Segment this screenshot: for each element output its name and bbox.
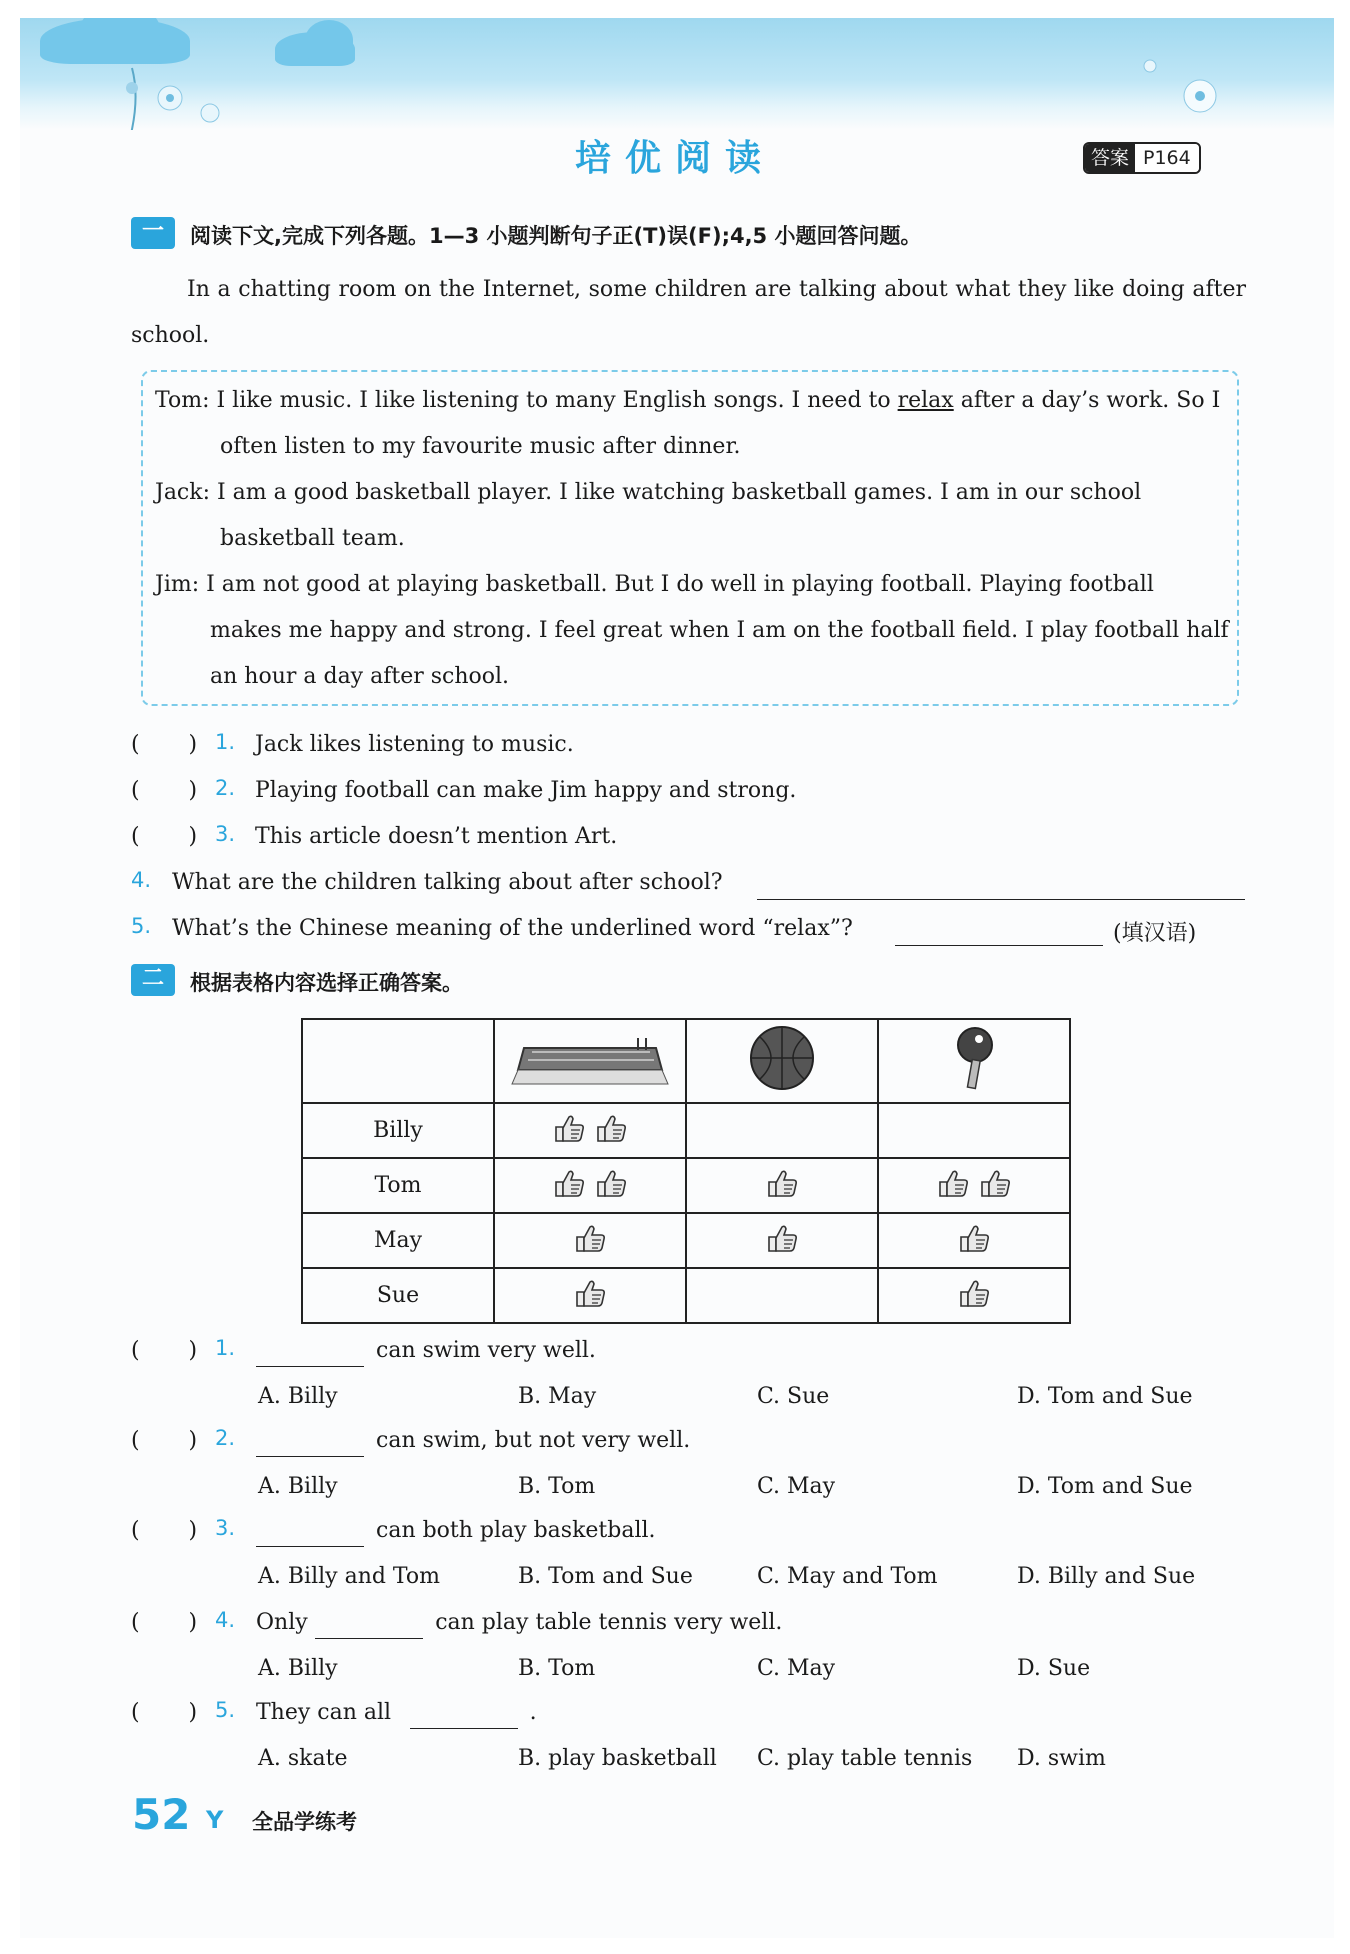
table-tennis-paddle-icon [949,1023,999,1093]
question-text: Jack likes listening to music. [255,732,574,757]
question-text: Playing football can make Jim happy and strong. [255,778,797,803]
dialogue-line: an hour a day after school. [210,664,510,689]
thumbs-up-icon [552,1168,586,1204]
answer-option[interactable]: D. Sue [1017,1656,1091,1681]
answer-blank[interactable] [410,1728,518,1729]
page-number: 52 [132,1790,191,1839]
question-text: What are the children talking about after school? [172,870,723,895]
answer-option[interactable]: D. Billy and Sue [1017,1564,1196,1589]
dialogue-line: basketball team. [220,526,405,551]
rating-cell [686,1213,878,1268]
thumbs-up-icon [978,1168,1012,1204]
question-text: Only [256,1610,308,1635]
question-text: They can all [256,1700,392,1725]
answer-bracket[interactable]: ( ) [131,1610,198,1635]
answer-blank[interactable] [895,945,1103,946]
table-header-cell [494,1019,686,1103]
cloud-decoration [80,18,160,54]
answer-option[interactable]: B. May [518,1384,597,1409]
section-badge: 一 [131,217,175,249]
rating-cell [878,1158,1070,1213]
student-name: Tom [302,1158,494,1213]
thumbs-up-icon [573,1223,607,1259]
answer-option[interactable]: B. Tom and Sue [518,1564,693,1589]
question-text: can swim very well. [376,1338,596,1363]
answer-option[interactable]: C. May [757,1656,836,1681]
thumbs-up-icon [765,1168,799,1204]
dialogue-line: makes me happy and strong. I feel great when I am on the football field. I play football half [210,618,1229,643]
header-banner [20,18,1334,130]
question-number: 1. [215,730,236,754]
answer-option[interactable]: C. May [757,1474,836,1499]
passage-intro: In a chatting room on the Internet, some children are talking about what they like doing after school. [131,277,1246,348]
answer-bracket[interactable]: ( ) [131,1428,198,1453]
answer-blank[interactable] [315,1638,423,1639]
answer-option[interactable]: B. Tom [518,1656,596,1681]
rating-cell [686,1158,878,1213]
answer-page: P164 [1135,144,1199,172]
answer-label: 答案 [1085,144,1135,172]
rating-cell [686,1103,878,1158]
answer-reference-tag [1083,142,1201,174]
question-number: 4. [215,1608,236,1632]
question-number: 2. [215,1426,236,1450]
answer-option[interactable]: B. play basketball [518,1746,717,1771]
flower-icon [110,58,250,130]
table-header-cell [878,1019,1070,1103]
answer-bracket[interactable]: ( ) [131,1338,198,1363]
cloud-decoration [305,20,353,60]
dialogue-line: Tom: I like music. I like listening to many English songs. I need to relax after a day’s work. So I [155,388,1221,413]
swimming-pool-icon [508,1030,672,1086]
answer-option[interactable]: A. Billy and Tom [258,1564,441,1589]
basketball-icon [747,1023,817,1093]
rating-cell [878,1213,1070,1268]
rating-cell [878,1103,1070,1158]
answer-blank[interactable] [757,899,1245,900]
answer-bracket[interactable]: ( ) [131,1700,198,1725]
question-number: 2. [215,776,236,800]
question-text: can both play basketball. [376,1518,656,1543]
question-text: can swim, but not very well. [376,1428,691,1453]
answer-option[interactable]: C. play table tennis [757,1746,973,1771]
thumbs-up-icon [594,1113,628,1149]
answer-option[interactable]: D. swim [1017,1746,1106,1771]
answer-bracket[interactable]: ( ) [131,778,198,803]
rating-cell [878,1268,1070,1323]
rating-cell [686,1268,878,1323]
answer-blank[interactable] [256,1456,364,1457]
question-number: 1. [215,1336,236,1360]
answer-option[interactable]: C. Sue [757,1384,830,1409]
table-header-cell [686,1019,878,1103]
underlined-word: relax [897,388,954,413]
student-name: Sue [302,1268,494,1323]
dialogue-line: Jack: I am a good basketball player. I like watching basketball games. I am in our school [155,480,1142,505]
question-text: This article doesn’t mention Art. [255,824,618,849]
student-name: Billy [302,1103,494,1158]
thumbs-up-icon [957,1223,991,1259]
question-text: What’s the Chinese meaning of the underlined word “relax”? [172,916,853,941]
question-number: 5. [131,914,152,938]
answer-option[interactable]: A. skate [258,1746,348,1771]
question-text: . [529,1700,537,1725]
answer-blank[interactable] [256,1366,364,1367]
table-row [302,1268,1070,1323]
table-row [302,1213,1070,1268]
thumbs-up-icon [936,1168,970,1204]
answer-option[interactable]: D. Tom and Sue [1017,1384,1193,1409]
answer-option[interactable]: C. May and Tom [757,1564,938,1589]
page-title: 培优阅读 [574,138,775,179]
flower-icon [1130,46,1250,126]
dialogue-line: often listen to my favourite music after dinner. [220,434,741,459]
question-number: 3. [215,822,236,846]
thumbs-up-icon [765,1223,799,1259]
thumbs-up-icon [552,1113,586,1149]
question-suffix: (填汉语) [1113,921,1197,946]
question-text: can play table tennis very well. [435,1610,783,1635]
thumbs-up-icon [594,1168,628,1204]
thumbs-up-icon [957,1278,991,1314]
table-row [302,1158,1070,1213]
rating-cell [494,1158,686,1213]
question-number: 3. [215,1516,236,1540]
thumbs-up-icon [573,1278,607,1314]
student-name: May [302,1213,494,1268]
section-badge: 二 [131,964,175,996]
answer-option[interactable]: A. Billy [258,1384,338,1409]
question-number: 4. [131,868,152,892]
question-number: 5. [215,1698,236,1722]
rating-cell [494,1103,686,1158]
answer-option[interactable]: A. Billy [258,1656,338,1681]
answer-bracket[interactable]: ( ) [131,824,198,849]
table-corner-cell [302,1019,494,1103]
brand-mark-icon: Y [206,1806,224,1834]
answer-option[interactable]: A. Billy [258,1474,338,1499]
answer-bracket[interactable]: ( ) [131,1518,198,1543]
dialogue-line: Jim: I am not good at playing basketball. But I do well in playing football. Playing football [155,572,1154,597]
brand-name: 全品学练考 [252,1810,357,1834]
answer-bracket[interactable]: ( ) [131,732,198,757]
answer-blank[interactable] [256,1546,364,1547]
answer-option[interactable]: D. Tom and Sue [1017,1474,1193,1499]
rating-cell [494,1213,686,1268]
section-instruction: 根据表格内容选择正确答案。 [190,971,463,995]
rating-cell [494,1268,686,1323]
section-instruction: 阅读下文,完成下列各题。1—3 小题判断句子正(T)误(F);4,5 小题回答问题。 [190,224,922,248]
answer-option[interactable]: B. Tom [518,1474,596,1499]
table-row [302,1103,1070,1158]
hobby-table [301,1018,1071,1324]
